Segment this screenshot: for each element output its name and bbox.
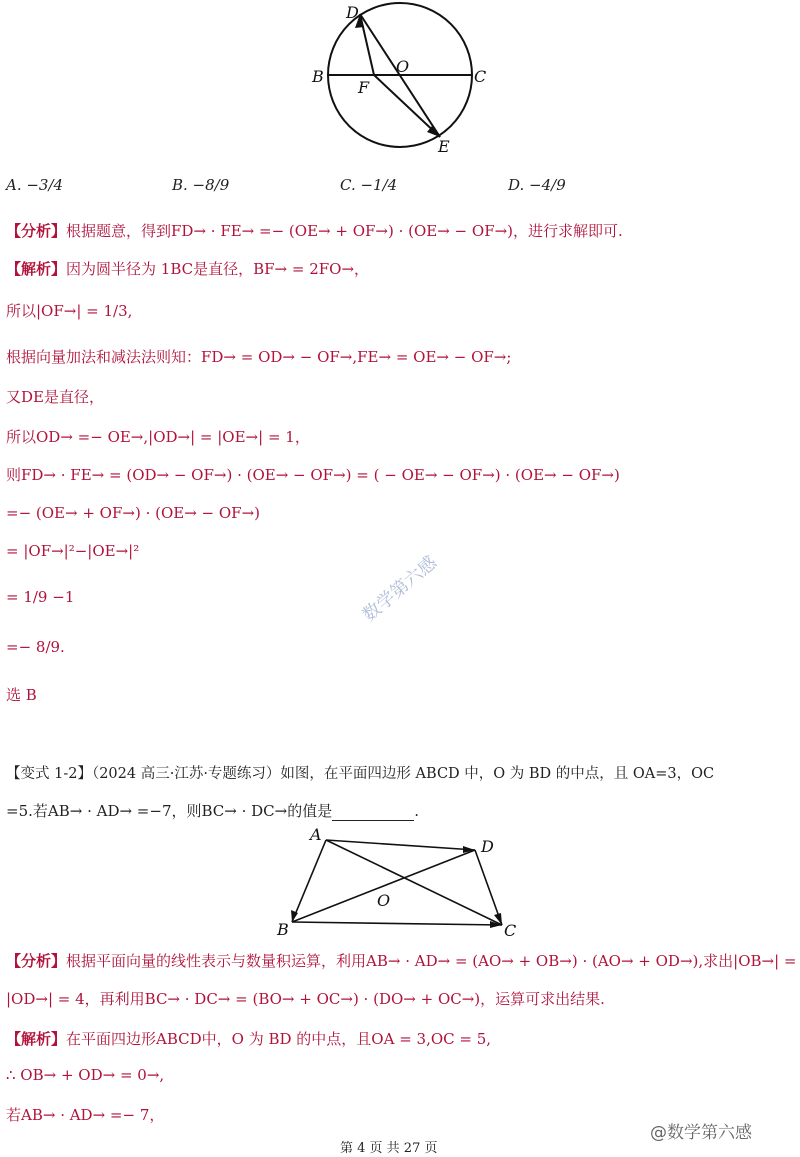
analysis-2-text: 根据平面向量的线性表示与数量积运算，利用AB→ · AD→ = (AO→ + OB→) · (AO→ + OD→),求出|OB→| = — [66, 952, 797, 970]
analysis-2-line-2: |OD→| = 4，再利用BC→ · DC→ = (BO→ + OC→) · (DO→ + OC→)，运算可求出结果. — [6, 990, 605, 1008]
solution-1-line-3: 又DE是直径， — [6, 388, 104, 406]
label-e: E — [438, 137, 450, 156]
label-d: D — [346, 3, 359, 22]
label-a: A — [310, 825, 322, 844]
analysis-1 — [6, 220, 623, 241]
solution-2-line-2: ∴ OB→ + OD→ = 0→, — [6, 1066, 165, 1084]
vector-ad — [326, 840, 475, 850]
analysis-tag: 【分析】 — [6, 222, 67, 240]
label-c: C — [474, 67, 487, 86]
label-d2: D — [481, 837, 494, 856]
analysis-2-line-1 — [6, 950, 796, 971]
solution-1-line-6: =− (OE→ + OF→) · (OE→ − OF→) — [6, 504, 261, 522]
solution-2-line-1 — [6, 1028, 491, 1049]
solution-line: 因为圆半径为 1BC是直径，BF→ = 2FO→， — [66, 260, 370, 278]
option-c: C. −1/4 — [340, 176, 398, 194]
label-b: B — [312, 67, 324, 86]
solution-tag: 【解析】 — [6, 260, 67, 278]
variant-end: . — [414, 802, 419, 820]
watermark: 数学第六感 — [358, 552, 442, 627]
circle-figure — [300, 0, 500, 158]
answer-blank[interactable] — [332, 806, 414, 821]
solution-1-line-1: 所以|OF→| = 1/3, — [6, 302, 133, 320]
solution-1-line-10: 选 B — [6, 686, 37, 704]
solution-1-line-5: 则FD→ · FE→ = (OD→ − OF→) · (OE→ − OF→) = ( − OE→ − OF→) · (OE→ − OF→) — [6, 466, 620, 484]
solution-2-tag: 【解析】 — [6, 1030, 67, 1048]
label-c2: C — [504, 921, 517, 940]
page-footer: 第 4 页 共 27 页 — [340, 1141, 438, 1156]
analysis-text: 根据题意，得到FD→ · FE→ =− (OE→ + OF→) · (OE→ − OF→)，进行求解即可. — [66, 222, 623, 240]
solution-1-line-7: = |OF→|²−|OE→|² — [6, 542, 140, 560]
solution-1-line-9: =− 8/9. — [6, 638, 65, 656]
option-d: D. −4/9 — [508, 176, 566, 194]
label-b2: B — [277, 920, 289, 939]
variant-line-1: 【变式 1-2】（2024 高三·江苏·专题练习）如图，在平面四边形 ABCD 中，O 为 BD 的中点，且 OA=3，OC — [6, 766, 715, 782]
vector-bc — [292, 922, 502, 925]
solution-2-line-3: 若AB→ · AD→ =− 7， — [6, 1106, 165, 1124]
vector-fe — [374, 75, 440, 137]
solution-1-line-2: 根据向量加法和减法法则知：FD→ = OD→ − OF→,FE→ = OE→ − OF→; — [6, 348, 512, 366]
option-b: B. −8/9 — [172, 176, 230, 194]
quadrilateral-figure — [270, 822, 530, 942]
label-f: F — [358, 78, 370, 97]
variant-line-2 — [6, 800, 419, 821]
brand-watermark: @数学第六感 — [650, 1123, 752, 1143]
variant-question: =5.若AB→ · AD→ =−7，则BC→ · DC→的值是 — [6, 802, 333, 820]
solution-1-line-4: 所以OD→ =− OE→,|OD→| = |OE→| = 1， — [6, 428, 310, 446]
label-o: O — [396, 57, 410, 76]
solution-1-line-8: = 1/9 −1 — [6, 588, 75, 606]
vector-ab — [292, 840, 326, 922]
label-o2: O — [377, 891, 391, 910]
segment-bd — [292, 850, 475, 922]
option-a: A. −3/4 — [6, 176, 64, 194]
solution-2-text: 在平面四边形ABCD中，O 为 BD 的中点，且OA = 3,OC = 5, — [66, 1030, 492, 1048]
solution-1-line-0 — [6, 258, 369, 279]
analysis-2-tag: 【分析】 — [6, 952, 67, 970]
